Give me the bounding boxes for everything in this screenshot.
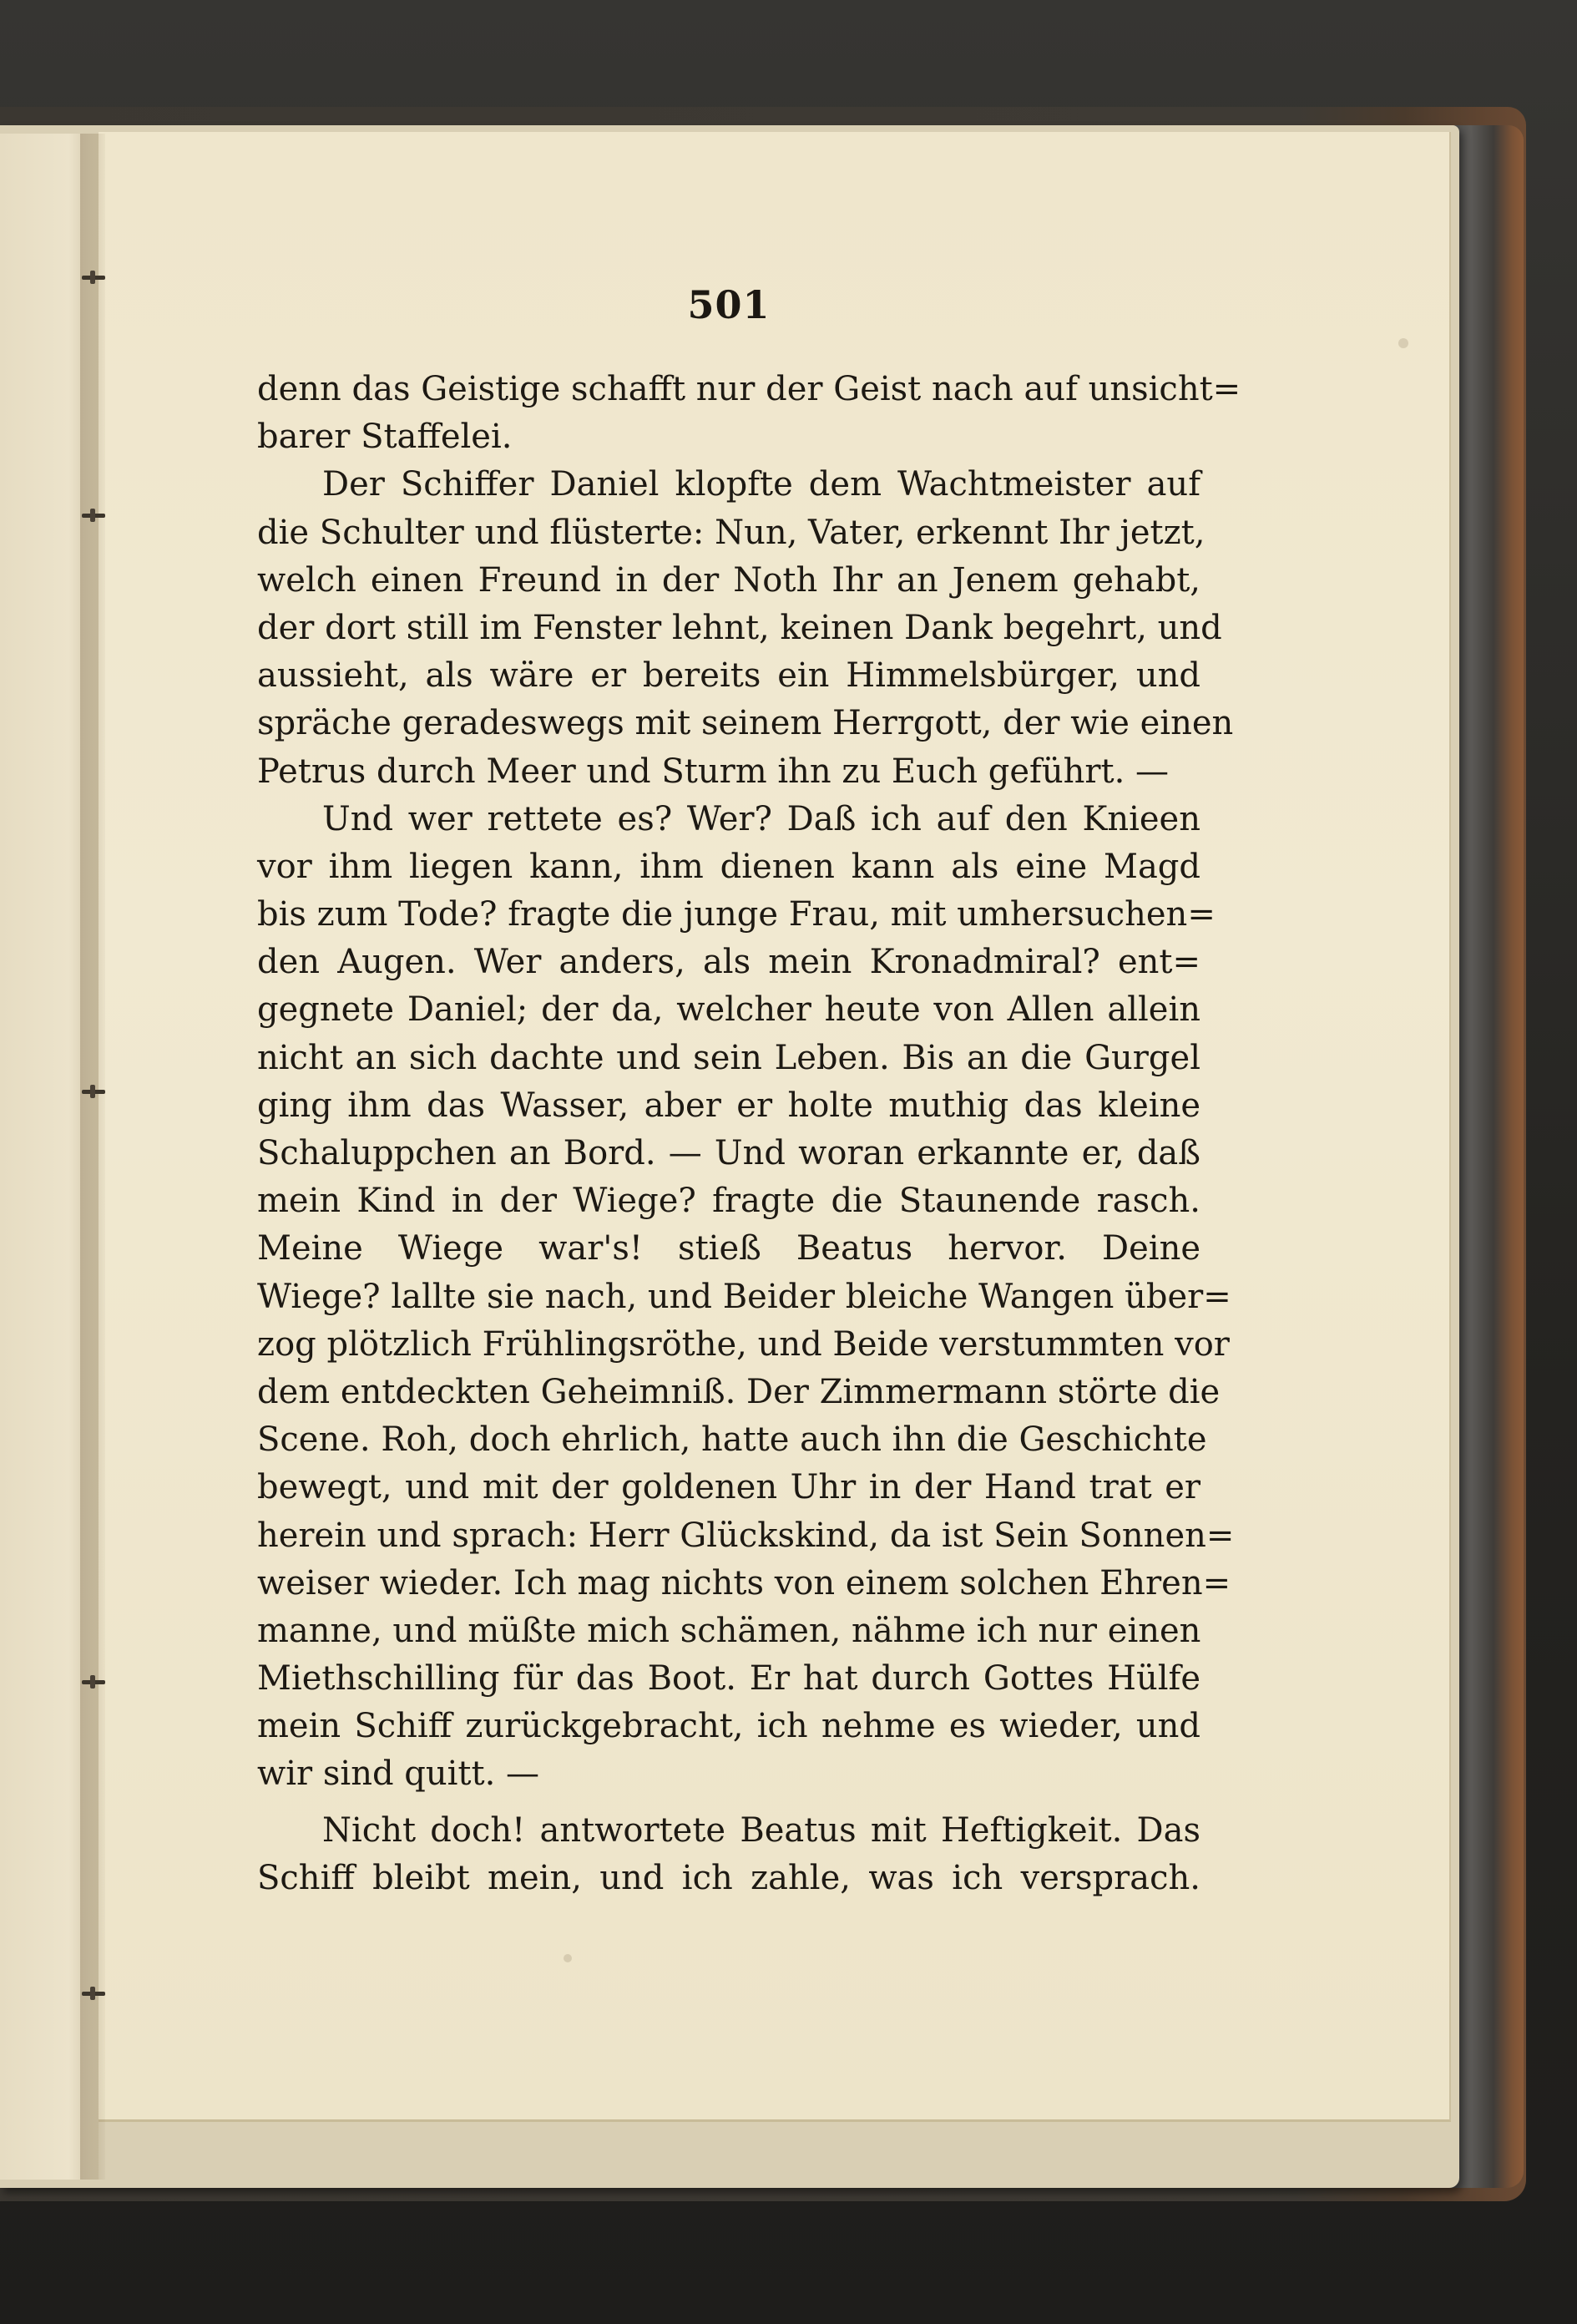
text-line: Scene. Roh, doch ehrlich, hatte auch ihn die Geschichte bbox=[257, 1420, 1207, 1460]
text-line: barer Staffelei. bbox=[257, 418, 513, 457]
text-line: Schaluppchen an Bord. — Und woran erkannte er, daß bbox=[257, 1134, 1200, 1172]
page-gutter bbox=[80, 134, 105, 2180]
text-line: mein Schiff zurückgebracht, ich nehme es wieder, und bbox=[257, 1707, 1200, 1746]
text-line: Und wer rettete es? Wer? Daß ich auf den Knieen bbox=[322, 799, 1200, 838]
text-line: zog plötzlich Frühlingsröthe, und Beide verstummten vor bbox=[257, 1324, 1230, 1364]
page-body bbox=[257, 366, 1241, 1902]
text-line: Petrus durch Meer und Sturm ihn zu Euch geführt. — bbox=[257, 752, 1169, 791]
page-spot bbox=[564, 1954, 572, 1962]
text-line: Miethschilling für das Boot. Er hat durch Gottes Hülfe bbox=[257, 1659, 1200, 1699]
text-line: weiser wieder. Ich mag nichts von einem solchen Ehren= bbox=[257, 1563, 1231, 1602]
text-line: vor ihm liegen kann, ihm dienen kann als eine Magd bbox=[257, 847, 1200, 886]
text-line: bewegt, und mit der goldenen Uhr in der Hand trat er bbox=[257, 1468, 1200, 1507]
book-spine-edge bbox=[1448, 125, 1524, 2188]
text-line: ging ihm das Wasser, aber er holte muthig das kleine bbox=[257, 1086, 1200, 1125]
text-line: Nicht doch! antwortete Beatus mit Heftigkeit. Das bbox=[322, 1810, 1200, 1850]
text-line: aussieht, als wäre er bereits ein Himmelsbürger, und bbox=[257, 656, 1200, 696]
text-line: den Augen. Wer anders, als mein Kronadmiral? ent= bbox=[257, 943, 1200, 982]
text-line: herein und sprach: Herr Glückskind, da ist Sein Sonnen= bbox=[257, 1516, 1235, 1555]
text-line: der dort still im Fenster lehnt, keinen Dank begehrt, und bbox=[257, 608, 1222, 647]
binding-stitch bbox=[82, 276, 105, 280]
text-line: nicht an sich dachte und sein Leben. Bis an die Gurgel bbox=[257, 1038, 1200, 1077]
text-line: Meine Wiege war's! stieß Beatus hervor. Deine bbox=[257, 1229, 1200, 1268]
text-line: dem entdeckten Geheimniß. Der Zimmermann störte die bbox=[257, 1372, 1221, 1411]
text-line: mein Kind in der Wiege? fragte die Staunende rasch. bbox=[257, 1182, 1200, 1221]
text-line: wir sind quitt. — bbox=[257, 1754, 540, 1794]
text-line: gegnete Daniel; der da, welcher heute von Allen allein bbox=[257, 990, 1200, 1030]
text-line: die Schulter und flüsterte: Nun, Vater, erkennt Ihr jetzt, bbox=[257, 513, 1205, 552]
page-number: 501 bbox=[687, 282, 771, 327]
text-line: Schiff bleibt mein, und ich zahle, was ich versprach. bbox=[257, 1858, 1200, 1897]
binding-stitch bbox=[82, 514, 105, 518]
text-line: manne, und müßte mich schämen, nähme ich nur einen bbox=[257, 1611, 1201, 1650]
binding-stitch bbox=[82, 1090, 105, 1094]
text-line: denn das Geistige schafft nur der Geist nach auf unsicht= bbox=[257, 370, 1241, 408]
binding-stitch bbox=[82, 1992, 105, 1996]
text-line: Der Schiffer Daniel klopfte dem Wachtmeister auf bbox=[322, 465, 1200, 504]
text-line: Wiege? lallte sie nach, und Beider bleiche Wangen über= bbox=[257, 1277, 1231, 1316]
text-line: bis zum Tode? fragte die junge Frau, mit umhersuchen= bbox=[257, 895, 1216, 934]
page-spot bbox=[1398, 338, 1408, 348]
binding-stitch bbox=[82, 1680, 105, 1684]
text-line: welch einen Freund in der Noth Ihr an Jenem gehabt, bbox=[257, 560, 1200, 600]
text-line: spräche geradeswegs mit seinem Herrgott, der wie einen bbox=[257, 704, 1234, 743]
